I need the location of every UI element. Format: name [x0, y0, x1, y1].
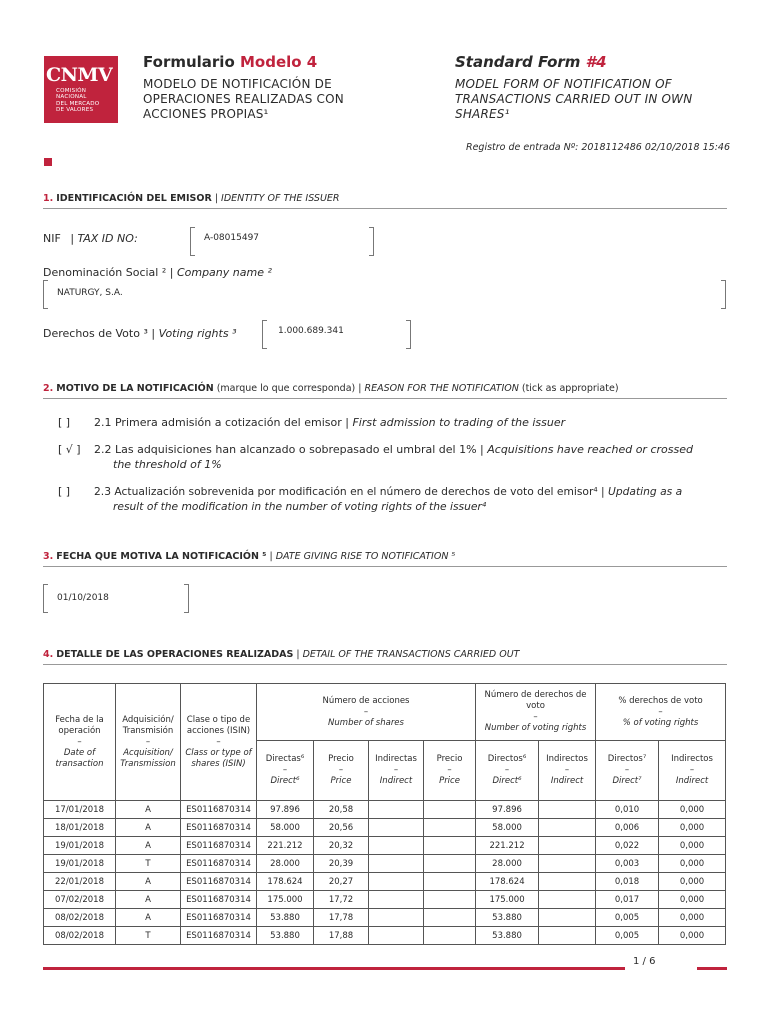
- table-cell: A: [116, 909, 181, 927]
- subtitle-line: OPERACIONES REALIZADAS CON: [143, 92, 344, 106]
- header-text-es: Indirectas: [375, 754, 417, 764]
- header-text-en: % of voting rights: [622, 717, 699, 728]
- header-text-en: Direct⁶: [270, 776, 300, 786]
- section-title-rest: (marque lo que corresponda) |: [213, 383, 365, 394]
- section-number: 1.: [43, 193, 54, 204]
- header-dash: –: [564, 765, 570, 775]
- divider: [43, 664, 727, 665]
- nif-label-es: NIF: [43, 232, 61, 245]
- header-price-indirect: [424, 741, 476, 801]
- field-bracket-left: [190, 227, 195, 256]
- table-cell: 20,39: [314, 855, 369, 873]
- company-name-label: [43, 266, 272, 279]
- table-cell: 0,022: [596, 837, 659, 855]
- field-bracket-right: [406, 320, 411, 349]
- table-cell: [424, 891, 476, 909]
- table-cell: 22/01/2018: [44, 873, 116, 891]
- table-cell: A: [116, 801, 181, 819]
- table-cell: ES0116870314: [181, 891, 257, 909]
- header-text-es: Adquisición/ Transmisión: [122, 714, 174, 736]
- table-cell: 0,017: [596, 891, 659, 909]
- table-cell: [424, 801, 476, 819]
- header-dash: –: [145, 736, 151, 747]
- header-text-es: Número de acciones: [322, 695, 410, 706]
- header-dash: –: [504, 765, 510, 775]
- form-title-en: [455, 53, 607, 71]
- field-bracket-left: [43, 280, 48, 309]
- table-cell: 178.624: [476, 873, 539, 891]
- table-cell: 175.000: [476, 891, 539, 909]
- header-indirect-votes: [539, 741, 596, 801]
- table-cell: 0,000: [659, 873, 726, 891]
- option-text-es: 2.1 Primera admisión a cotización del emisor |: [94, 416, 353, 429]
- table-cell: 17,88: [314, 927, 369, 945]
- table-cell: 20,56: [314, 819, 369, 837]
- footer-rule: [43, 967, 625, 970]
- table-cell: [424, 855, 476, 873]
- section3-title: [43, 551, 455, 562]
- field-bracket-right: [369, 227, 374, 256]
- table-cell: 97.896: [257, 801, 314, 819]
- table-cell: ES0116870314: [181, 819, 257, 837]
- section1-title: [43, 193, 340, 204]
- table-row: [44, 819, 726, 837]
- subtitle-line: SHARES¹: [455, 107, 510, 121]
- table-row: [44, 855, 726, 873]
- option-text-es: 2.2 Las adquisiciones han alcanzado o sobrepasado el umbral del 1% |: [94, 443, 488, 456]
- table-row: [44, 891, 726, 909]
- header-direct-votes: [476, 741, 539, 801]
- table-cell: 0,000: [659, 819, 726, 837]
- table-row: [44, 909, 726, 927]
- option-text-en: Acquisitions have reached or crossed: [487, 443, 693, 456]
- table-cell: [539, 873, 596, 891]
- divider: [43, 566, 727, 567]
- section4-title: [43, 649, 519, 660]
- option-checkbox-2-1[interactable]: [ ]: [58, 416, 71, 429]
- table-cell: 20,58: [314, 801, 369, 819]
- section-number: 3.: [43, 551, 54, 562]
- table-cell: 18/01/2018: [44, 819, 116, 837]
- voting-rights-label: [43, 327, 236, 340]
- header-dash: –: [624, 765, 630, 775]
- table-cell: [424, 819, 476, 837]
- table-cell: [369, 909, 424, 927]
- header-text-es: Número de derechos de voto: [484, 690, 587, 711]
- option-2-1-text: [94, 416, 734, 431]
- header-text-en: Indirect: [550, 776, 584, 786]
- table-cell: [539, 891, 596, 909]
- table-cell: [539, 819, 596, 837]
- table-cell: 0,000: [659, 837, 726, 855]
- table-cell: 17,72: [314, 891, 369, 909]
- header-percent-voting-rights: [596, 684, 726, 741]
- section-title-en: | DATE GIVING RISE TO NOTIFICATION ⁵: [269, 551, 456, 562]
- option-text-en: Updating as a: [608, 485, 683, 498]
- subtitle-line: TRANSACTIONS CARRIED OUT IN OWN: [455, 92, 693, 106]
- header-text-en: Number of voting rights: [484, 723, 587, 733]
- header-text-en: Class or type of shares (ISIN): [185, 747, 252, 769]
- header-text-es: % derechos de voto: [618, 695, 703, 706]
- table-cell: ES0116870314: [181, 873, 257, 891]
- table-cell: [539, 855, 596, 873]
- table-row: [44, 873, 726, 891]
- header-text-en: Indirect: [379, 776, 413, 786]
- option-checkbox-2-3[interactable]: [ ]: [58, 485, 71, 498]
- table-cell: ES0116870314: [181, 855, 257, 873]
- option-text-en-line2: result of the modification in the number of voting rights of the issuer⁴: [113, 499, 487, 513]
- logo-line: DE VALORES: [56, 107, 94, 114]
- transactions-table: [43, 683, 726, 945]
- logo-line: NACIONAL: [56, 94, 87, 101]
- table-cell: 58.000: [257, 819, 314, 837]
- divider: [43, 208, 727, 209]
- table-cell: 53.880: [476, 927, 539, 945]
- header-text-es: Indirectos: [546, 754, 588, 764]
- header-dash: –: [393, 765, 399, 775]
- table-cell: [369, 873, 424, 891]
- table-cell: 0,003: [596, 855, 659, 873]
- title-es-plain: Formulario: [143, 53, 240, 71]
- header-text-en: Direct⁶: [492, 776, 522, 786]
- date-field[interactable]: 01/10/2018: [57, 593, 109, 603]
- header-dash: –: [338, 765, 344, 775]
- header-indirect-pct: [659, 741, 726, 801]
- table-cell: 53.880: [257, 909, 314, 927]
- section-title-es: FECHA QUE MOTIVA LA NOTIFICACIÓN ⁵: [56, 551, 267, 562]
- logo-name: [56, 88, 99, 114]
- section2-title: [43, 383, 619, 394]
- table-cell: 0,005: [596, 909, 659, 927]
- table-cell: 19/01/2018: [44, 855, 116, 873]
- header-text-es: Clase o tipo de acciones (ISIN): [186, 714, 251, 736]
- table-row: [44, 801, 726, 819]
- subtitle-line: ACCIONES PROPIAS¹: [143, 107, 269, 121]
- table-cell: [539, 801, 596, 819]
- option-text-en: First admission to trading of the issuer: [352, 416, 566, 429]
- company-name-label-en: Company name ²: [176, 266, 272, 279]
- table-cell: 08/02/2018: [44, 927, 116, 945]
- header-dash: –: [363, 706, 369, 717]
- section-title-es: DETALLE DE LAS OPERACIONES REALIZADAS: [56, 649, 294, 660]
- table-cell: ES0116870314: [181, 801, 257, 819]
- page-number: 1 / 6: [633, 956, 656, 967]
- table-cell: 07/02/2018: [44, 891, 116, 909]
- table-cell: ES0116870314: [181, 927, 257, 945]
- header-dash: –: [658, 706, 663, 717]
- header-price: [314, 741, 369, 801]
- table-cell: [424, 927, 476, 945]
- table-cell: [539, 837, 596, 855]
- header-dash: –: [447, 765, 452, 775]
- title-es-red: Modelo 4: [239, 53, 318, 71]
- table-cell: 58.000: [476, 819, 539, 837]
- header-text-en: Indirect: [675, 776, 709, 786]
- header-dash: –: [689, 765, 695, 775]
- company-name-label-es: Denominación Social ² |: [43, 266, 174, 279]
- table-cell: 20,27: [314, 873, 369, 891]
- header-date: [44, 684, 116, 801]
- logo-line: COMISIÓN: [56, 88, 87, 94]
- table-cell: [369, 891, 424, 909]
- table-cell: 0,005: [596, 927, 659, 945]
- header-text-en: Price: [330, 776, 352, 786]
- table-cell: 0,000: [659, 909, 726, 927]
- table-cell: 20,32: [314, 837, 369, 855]
- header-text-en: Direct⁷: [612, 776, 642, 786]
- table-row: [44, 927, 726, 945]
- table-cell: 17/01/2018: [44, 801, 116, 819]
- logo-acronym: CNMV: [46, 64, 113, 86]
- voting-rights-label-en: Voting rights ³: [158, 327, 237, 340]
- header-indirect-shares: [369, 741, 424, 801]
- nif-field[interactable]: A-08015497: [204, 233, 260, 243]
- table-cell: A: [116, 891, 181, 909]
- table-cell: 0,000: [659, 927, 726, 945]
- header-dash: –: [282, 765, 288, 775]
- header-text-es: Directas⁶: [265, 754, 305, 764]
- table-cell: 53.880: [476, 909, 539, 927]
- field-bracket-right: [184, 584, 189, 613]
- table-cell: [369, 819, 424, 837]
- table-cell: [539, 909, 596, 927]
- table-cell: 221.212: [257, 837, 314, 855]
- section-title-es: IDENTIFICACIÓN DEL EMISOR: [56, 193, 212, 204]
- table-cell: [369, 855, 424, 873]
- table-cell: 0,018: [596, 873, 659, 891]
- field-bracket-left: [43, 584, 48, 613]
- title-en-red: #4: [585, 53, 607, 71]
- header-text-es: Indirectos: [671, 754, 713, 764]
- table-cell: 17,78: [314, 909, 369, 927]
- header-text-en: Acquisition/ Transmission: [120, 747, 176, 769]
- voting-rights-label-es: Derechos de Voto ³ |: [43, 327, 156, 340]
- table-cell: 178.624: [257, 873, 314, 891]
- header-text-es: Precio: [328, 754, 354, 764]
- table-cell: A: [116, 873, 181, 891]
- table-cell: A: [116, 819, 181, 837]
- section-number: 4.: [43, 649, 54, 660]
- table-row: [44, 837, 726, 855]
- option-text-es: 2.3 Actualización sobrevenida por modificación en el número de derechos de voto del emisor⁴ |: [94, 485, 609, 498]
- divider: [43, 398, 727, 399]
- option-checkbox-2-2[interactable]: [ √ ]: [58, 443, 81, 456]
- table-cell: 28.000: [257, 855, 314, 873]
- table-cell: 0,006: [596, 819, 659, 837]
- footer-rule-end: [697, 967, 727, 970]
- subtitle-line: MODELO DE NOTIFICACIÓN DE: [143, 77, 332, 91]
- table-cell: 0,000: [659, 855, 726, 873]
- header-text-es: Precio: [436, 754, 463, 764]
- table-cell: ES0116870314: [181, 909, 257, 927]
- table-cell: 175.000: [257, 891, 314, 909]
- table-cell: 28.000: [476, 855, 539, 873]
- header-dash: –: [216, 736, 221, 747]
- form-title-es: [143, 53, 317, 71]
- table-cell: 53.880: [257, 927, 314, 945]
- table-cell: [369, 801, 424, 819]
- header-text-en: Date of transaction: [55, 747, 104, 769]
- header-text-es: Directos⁶: [487, 754, 527, 764]
- form-subtitle-es: [143, 77, 344, 122]
- header-number-of-voting-rights: [476, 684, 596, 741]
- table-cell: [539, 927, 596, 945]
- nif-label-en: | TAX ID NO:: [70, 232, 138, 245]
- section-title-en: | IDENTITY OF THE ISSUER: [214, 193, 340, 204]
- table-cell: [424, 873, 476, 891]
- form-subtitle-en: [455, 77, 692, 122]
- field-bracket-right: [721, 280, 726, 309]
- field-bracket-left: [262, 320, 267, 349]
- table-cell: [369, 927, 424, 945]
- header-acquisition: [116, 684, 181, 801]
- title-en-plain: Standard Form: [455, 53, 586, 71]
- table-cell: 19/01/2018: [44, 837, 116, 855]
- header-direct-shares: [257, 741, 314, 801]
- section-title-en: REASON FOR THE NOTIFICATION: [364, 383, 519, 394]
- table-cell: [424, 909, 476, 927]
- section-number: 2.: [43, 383, 54, 394]
- table-cell: 97.896: [476, 801, 539, 819]
- option-text-en-line2: the threshold of 1%: [113, 457, 222, 471]
- section-title-en-rest: (tick as appropriate): [518, 383, 619, 394]
- option-2-2-text: [94, 443, 734, 472]
- registry-entry: Registro de entrada Nº: 2018112486 02/10/2018 15:46: [465, 142, 730, 153]
- header-text-en: Price: [439, 776, 460, 786]
- table-cell: 0,010: [596, 801, 659, 819]
- header-text-es: Directos⁷: [607, 754, 647, 764]
- table-cell: [424, 837, 476, 855]
- header-number-of-shares: [257, 684, 476, 741]
- header-direct-pct: [596, 741, 659, 801]
- table-cell: [369, 837, 424, 855]
- option-2-3-text: [94, 485, 734, 514]
- red-marker: [44, 158, 52, 166]
- cnmv-logo: [44, 56, 118, 123]
- table-cell: A: [116, 837, 181, 855]
- header-class: [181, 684, 257, 801]
- table-cell: T: [116, 927, 181, 945]
- section-title-en: | DETAIL OF THE TRANSACTIONS CARRIED OUT: [296, 649, 520, 660]
- table-cell: 221.212: [476, 837, 539, 855]
- header-text-en: Number of shares: [328, 717, 404, 728]
- logo-line: DEL MERCADO: [56, 100, 100, 107]
- table-cell: 08/02/2018: [44, 909, 116, 927]
- header-dash: –: [533, 712, 538, 722]
- table-cell: 0,000: [659, 801, 726, 819]
- company-name-field[interactable]: NATURGY, S.A.: [57, 288, 123, 298]
- table-cell: T: [116, 855, 181, 873]
- section-title-es: MOTIVO DE LA NOTIFICACIÓN: [56, 383, 214, 394]
- header-text-es: Fecha de la operación: [55, 714, 104, 736]
- table-cell: ES0116870314: [181, 837, 257, 855]
- header-dash: –: [77, 736, 82, 747]
- table-cell: 0,000: [659, 891, 726, 909]
- voting-rights-field[interactable]: 1.000.689.341: [278, 326, 344, 336]
- subtitle-line: MODEL FORM OF NOTIFICATION OF: [455, 77, 672, 91]
- nif-label: [43, 232, 138, 245]
